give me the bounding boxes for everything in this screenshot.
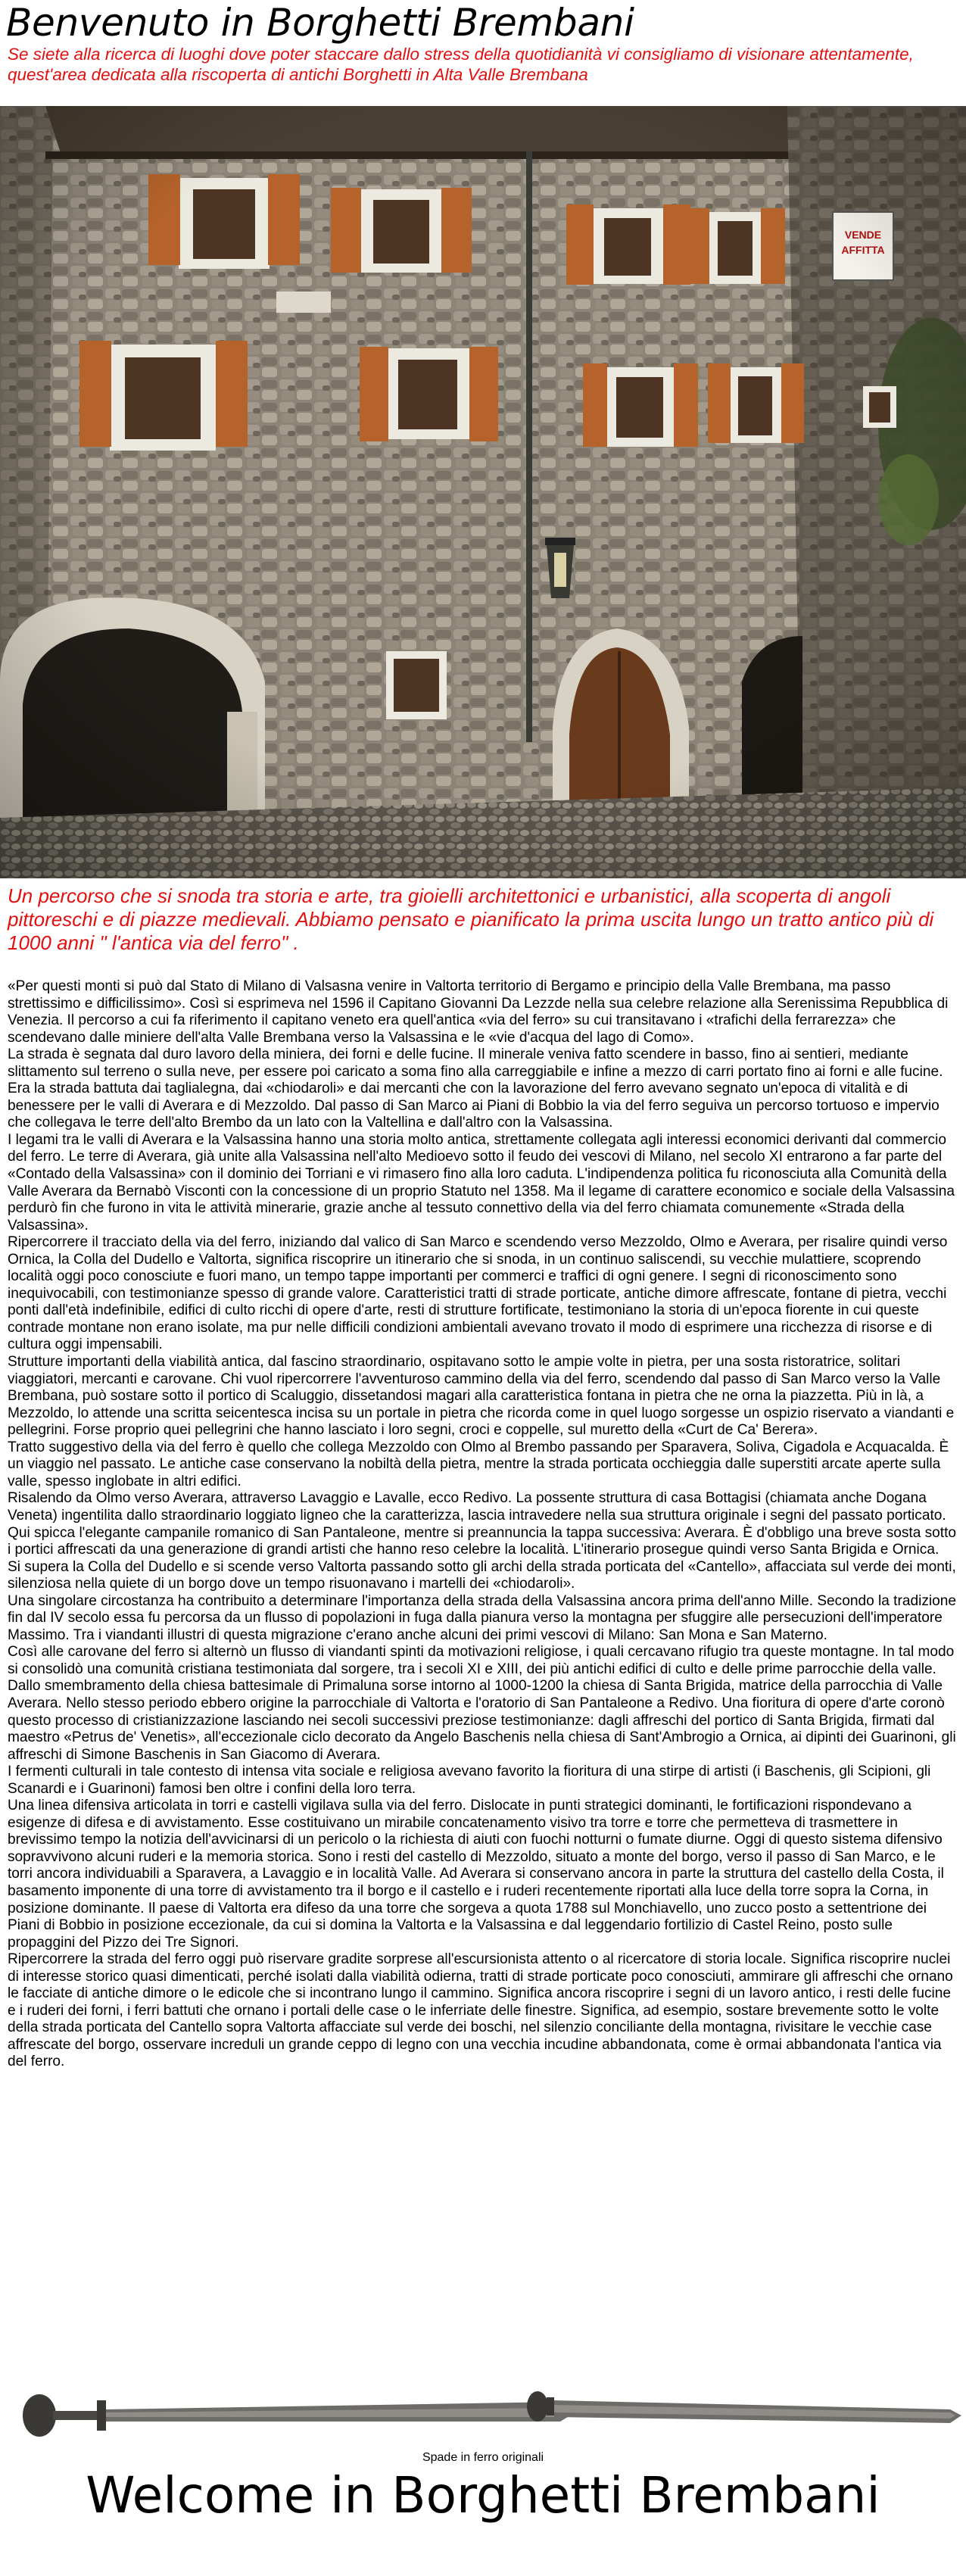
article-paragraph: Ripercorrere la strada del ferro oggi può riservare gradite sorprese all'escursionista attento o al ricercatore di storia locale. Significa riscoprire nuclei di interesse storico quasi dimenticati, perché isolati dalla viabilità odierna, tratti di strade porticate poco conosciuti, ammirare gli affreschi che ornano le facciate di antiche dimore o le edicole che si incontrano lungo il cammino. Significa ancora riscoprire i segni di un lavoro antico, i resti delle fucine e i ruderi dei forni, i ferri battuti che ornano i portali delle case o le inferriate delle finestre. Significa, ad esempio, sostare brevemente sotto le volte della strada porticata del Cantello sopra Valtorta affacciate sul verde dei boschi, nel silenzio conciliante della montagna, rivisitare le vecchie case affrescate del borgo, osservare increduli un grande ceppo di legno con una vecchia incudine abbandonata, come è ormai abbandonata l'antica via del ferro. <box>8 1951 953 2070</box>
intro-text: Se siete alla ricerca di luoghi dove poter staccare dallo stress della quotidianità vi consigliamo di visionare attentamente, quest'area dedicata alla riscoperta di antichi Borghetti in Alta Valle Brembana <box>8 45 914 84</box>
lead-text: Un percorso che si snoda tra storia e arte, tra gioielli architettonici e urbanistici, alla scoperta di angoli pittoreschi e di piazze medievali. Abbiamo pensato e pianificato la prima uscita lungo un tratto antico più di 1000 anni " l'antica via del ferro" . <box>8 884 934 954</box>
page-title: Benvenuto in Borghetti Brembani <box>6 1 634 45</box>
village-photo <box>0 106 966 878</box>
article-body <box>0 978 966 2379</box>
article-paragraph: Una linea difensiva articolata in torri e castelli vigilava sulla via del ferro. Dislocate in punti strategici dominanti, le fortificazioni rispondevano a esigenze di difesa e di avvistamento. Esse costituivano un mirabile concatenamento visivo tra torre e torre che permetteva di trasmettere in brevissimo tempo la notizia dell'avvicinarsi di un pericolo o la richiesta di aiuti con fuochi notturni o fumate diurne. Oggi di questo sistema difensivo sopravvivono alcuni ruderi e la memoria storica. Sono i resti del castello di Mezzoldo, situato a monte del borgo, verso il passo di San Marco, e le torri ancora individuabili a Sparavera, a Lavaggio e in località Valle. Ad Averara si conservano ancora in parte la struttura del castello della Costa, il basamento imponente di una torre di avvistamento tra il borgo e il castello e i ruderi recentemente riportati alla luce della torre sopra la Corna, in posizione dominante. Il paese di Valtorta era difeso da una torre che sorgeva a quota 1788 sul Monchiavello, uno zucco posto a settentrione dei Piani di Bobbio in posizione eccezionale, da cui si domina la Valtorta e la Valsassina e dal leggendario fortilizio di Castel Reino, posto sulle propaggini del Pizzo dei Tre Signori. <box>8 1798 944 1951</box>
article-paragraph: «Per questi monti si può dal Stato di Milano di Valsasna venire in Valtorta territorio di Bergamo e principio della Valle Brembana, ma passo strettissimo e difficilissimo». Così si esprimeva nel 1596 il Capitano Giovanni Da Lezzde nella sua celebre relazione alla Serenissima Repubblica di Venezia. Il percorso a cui fa riferimento il capitano veneto era quell'antica «via del ferro» su cui transitavano i «trafichi della ferrarezza» che scendevano dalle miniere dell'alta Valle Brembana verso la Valsassina e le «vie d'acqua del lago di Como». <box>8 978 949 1046</box>
article-paragraph: Una singolare circostanza ha contribuito a determinare l'importanza della strada della Valsassina ancora prima dell'anno Mille. Secondo la tradizione fin dal IV secolo essa fu percorsa da un flusso di popolazioni in fuga dalla pianura verso la montagna per sfuggire alle persecuzioni dell'imperatore Massimo. Tra i viandanti illustri di questa migrazione c'erano anche alcuni dei primi vescovi di Milano: San Mona e San Materno. <box>8 1592 956 1643</box>
article-paragraph: Strutture importanti della viabilità antica, dal fascino straordinario, ospitavano sotto le ampie volte in pietra, per una sosta ristoratrice, solitari viaggiatori, mercanti e carovane. Chi vuol ripercorrere l'avventuroso cammino della via del ferro, scendendo dal passo di San Marco verso la Valle Brembana, può sostare sotto il portico di Scaluggio, dissetandosi magari alla caratteristica fontana in pietra che ne orna la piazzetta. Più in là, a Mezzoldo, lo attende una scritta seicentesca incisa su un portale in pietra che ricorda come in quel luogo sorgesse un ospizio riservato a viandanti e pellegrini. Forse proprio quei pellegrini che hanno lasciato i loro segni, croci e coppelle, sul muretto della «Curt de Ca' Berera». <box>8 1354 955 1439</box>
footer-title: Welcome in Borghetti Brembani <box>86 2466 880 2525</box>
sword-left-icon <box>23 2394 575 2437</box>
article-paragraph: Tratto suggestivo della via del ferro è quello che collega Mezzoldo con Olmo al Brembo passando per Sparavera, Soliva, Cigadola e Acquacalda. È un viaggio nel passato. Le antiche case conservano la nobiltà della pietra, mentre la strada porticata occhieggia dalle superstiti arcate aperte sulla valle, spesso inglobate in altri edifici. <box>8 1439 949 1489</box>
swords-image <box>0 2379 966 2450</box>
article-paragraph: La strada è segnata dal duro lavoro della miniera, dei forni e delle fucine. Il minerale veniva fatto scendere in basso, fino ai sentieri, mediante slittamento sul terreno o sulla neve, per essere poi caricato a soma fino alla carreggiabile e infine a mezzo di carri portato fino ai forni e alle fucine. Era la strada battuta dai taglialegna, dai «chiodaroli» e dai mercanti che con la lavorazione del ferro avevano segnato un'epoca di vitalità e di benessere per le valli di Averara e di Mezzoldo. Dal passo di San Marco ai Piani di Bobbio la via del ferro seguiva un percorso tortuoso e impervio che collegava le terre dell'alto Brembo da un lato con la Valtellina e dall'altro con la Valsassina. <box>8 1046 943 1131</box>
article-paragraph: Si supera la Colla del Dudello e si scende verso Valtorta passando sotto gli archi della strada porticata del «Cantello», affacciata sul verde dei monti, silenziosa nella quiete di un borgo dove un tempo risuonavano i martelli dei «chiodaroli». <box>8 1558 956 1592</box>
article-paragraph: Ripercorrere il tracciato della via del ferro, iniziando dal valico di San Marco e scendendo verso Mezzoldo, Olmo e Averara, per risalire quindi verso Ornica, la Colla del Dudello e Valtorta, significa riscoprire un itinerario che si snoda, in un continuo saliscendi, su vecchie mulattiere, scoprendo località oggi poco conosciute e fuori mano, un tempo tappe importanti per commerci e traffici di ogni genere. I segni di riconoscimento sono inequivocabili, con testimonianze spesso di grande valore. Caratteristici tratti di strade porticate, antiche dimore affrescate, fontane di pietra, vecchi ponti dall'età indefinibile, edifici di culto ricchi di opere d'arte, resti di strutture fortificate, testimoniano la storia di un'epoca fiorente in cui queste contrade montane non erano isolate, ma pur nelle difficili condizioni ambientali avevano trovato il modo di esprimere una ricchezza di risorse e di cultura oggi impensabili. <box>8 1234 948 1353</box>
article-paragraph: I legami tra le valli di Averara e la Valsassina hanno una storia molto antica, strettamente collegata agli interessi economici derivanti dal commercio del ferro. Le terre di Averara, già unite alla Valsassina nell'alto Medioevo sotto il feudo dei vescovi di Milano, nel secolo XI entrarono a far parte del «Contado della Valsassina» con il dominio dei Torriani e vi rimasero fino alla loro caduta. L'indipendenza politica fu riconosciuta alla Comunità della Valle Averara da Bernabò Visconti con la concessione di un proprio Statuto nel 1358. Ma il legame di carattere economico e sociale della Valsassina perdurò fin che furono in vita le attività minerarie, grazie anche al tessuto connettivo della via del ferro chiamata comunemente «Strada della Valsassina». <box>8 1131 955 1233</box>
swords-caption: Spade in ferro originali <box>422 2451 544 2464</box>
article-paragraph: Così alle carovane del ferro si alternò un flusso di viandanti spinti da motivazioni religiose, i quali cercavano rifugio tra queste montagne. In tal modo si consolidò una comunità cristiana testimoniata dal sorgere, tra i secoli XI e XIII, dei più antichi edifici di culto e delle prime parrocchie della valle. Dallo smembramento della chiesa battesimale di Primaluna sorse intorno al 1000-1200 la chiesa di Santa Brigida, matrice della parrocchia di Valle Averara. Nello stesso periodo ebbero origine la parrocchiale di Valtorta e l'oratorio di San Pantaleone a Redivo. Una fioritura di opere d'arte coronò questo processo di cristianizzazione lasciando nei secoli successivi preziose testimonianze: dagli affreschi del portico di Santa Brigida, firmati dal maestro «Petrus de' Venetis», all'eccezionale ciclo decorato da Angelo Baschenis nella chiesa di Sant'Ambrogio a Ornica, ai dipinti dei Guarinoni, gli affreschi di Simone Baschenis in San Giacomo di Averara. <box>8 1644 956 1763</box>
article-paragraph: I fermenti culturali in tale contesto di intensa vita sociale e religiosa avevano favorito la fioritura di una stirpe di artisti (i Baschenis, gli Scipioni, gli Scanardi e i Guarinoni) famosi ben oltre i confini della loro terra. <box>8 1764 931 1797</box>
article-paragraph: Risalendo da Olmo verso Averara, attraverso Lavaggio e Lavalle, ecco Redivo. La possente struttura di casa Bottagisi (chiamata anche Dogana Veneta) ingentilita dallo straordinario loggiato ligneo che la caratterizza, lascia intravedere nella sua struttura originale i segni del passato porticato. Qui spicca l'elegante campanile romanico di San Pantaleone, mentre si preannuncia la tappa successiva: Averara. È d'obbligo una breve sosta sotto i portici affrescati da una generazione di grandi artisti che hanno reso celebre la località. L'itinerario prosegue quindi verso Santa Brigida e Ornica. <box>8 1490 957 1558</box>
sword-right-icon <box>527 2391 961 2423</box>
